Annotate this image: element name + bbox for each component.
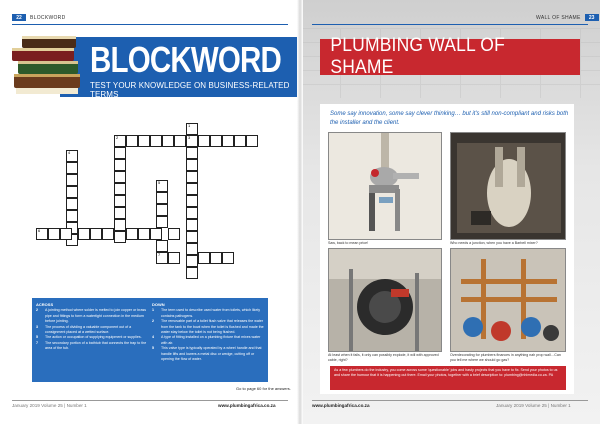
crossword-cell[interactable] [186, 159, 198, 171]
crossword-cell[interactable] [234, 135, 246, 147]
clues-box [32, 298, 268, 382]
photo-junction [450, 132, 566, 240]
crossword-cell[interactable]: 7 [156, 252, 168, 264]
section-label: WALL OF SHAME [536, 14, 581, 21]
clue-item: 1 The term used to describe used water from toilets, which likely contains pathogens. [152, 308, 261, 318]
pipes-photo-icon [451, 249, 566, 352]
crossword-cell[interactable] [246, 135, 258, 147]
photo-pipes [450, 248, 566, 352]
crossword-cell[interactable] [66, 210, 78, 222]
footer-rule [12, 400, 288, 401]
clue-item: 7 The secondary portion of a bathtub that connects the trap to the area of the tub. [36, 340, 147, 351]
answers-note: Go to page 60 for the answers. [236, 386, 291, 391]
crossword-cell[interactable] [66, 198, 78, 210]
footer-url[interactable]: www.plumbingafrica.co.za [312, 403, 370, 408]
crossword-cell[interactable] [156, 192, 168, 204]
caption: Who needs a junction, when you have a Barbell mixer? [450, 241, 538, 245]
header-rule [312, 24, 588, 25]
crossword-cell[interactable] [174, 135, 186, 147]
crossword-cell[interactable] [186, 147, 198, 159]
content-card [320, 104, 574, 394]
tap-photo-icon [329, 133, 442, 240]
photo-geyser [328, 248, 442, 352]
clue-item: 5 The action or occupation of supplying equipment or supplies. [36, 335, 142, 340]
photo-tap [328, 132, 442, 240]
right-running-head [536, 14, 599, 21]
clue-item: 2 A jointing method where solder is melted to join copper or brass pipe and fittings to form a watertight connection in the medium before jointing. [36, 308, 147, 324]
crossword-cell[interactable] [66, 174, 78, 186]
crossword-cell[interactable] [126, 228, 138, 240]
down-heading: DOWN [152, 302, 165, 307]
geyser-photo-icon [329, 249, 442, 352]
across-heading: ACROSS [36, 302, 54, 307]
junction-photo-icon [451, 133, 566, 240]
footer-issue: January 2019 Volume 25 | Number 1 [496, 403, 571, 408]
crossword-cell[interactable] [210, 135, 222, 147]
crossword-cell[interactable] [114, 219, 126, 231]
crossword-cell[interactable]: 2 [114, 135, 126, 147]
crossword-cell[interactable] [186, 183, 198, 195]
crossword-cell[interactable] [186, 267, 198, 279]
crossword-cell[interactable] [222, 135, 234, 147]
crossword-cell[interactable] [114, 159, 126, 171]
intro-text: Some say innovation, some say clever thinking… but it's still non-compliant and risks both the installer and the client. [330, 111, 569, 126]
footer-url[interactable]: www.plumbingafrica.co.za [218, 403, 276, 408]
crossword-cell[interactable] [186, 231, 198, 243]
crossword-cell[interactable] [186, 195, 198, 207]
crossword-cell[interactable] [156, 216, 168, 228]
banner-title: PLUMBING WALL OF SHAME [330, 35, 505, 78]
crossword-cell[interactable] [168, 252, 180, 264]
crossword-cell[interactable] [114, 171, 126, 183]
crossword-cell[interactable]: 1 [186, 123, 198, 135]
caption: Saw, back to mean price! [328, 241, 369, 245]
blockword-banner [60, 37, 300, 97]
crossword-cell[interactable] [150, 135, 162, 147]
crossword-cell[interactable] [156, 204, 168, 216]
crossword-cell[interactable] [90, 228, 102, 240]
books-icon [8, 28, 88, 102]
caption: At least when it fails, it only can possibly explode, it will with approved cable, right? [328, 353, 439, 362]
crossword-cell[interactable]: 4 [66, 150, 78, 162]
banner-title: BLOCKWORD [90, 39, 282, 80]
crossword-cell[interactable] [162, 135, 174, 147]
crossword-cell[interactable] [66, 162, 78, 174]
crossword-cell[interactable] [150, 228, 162, 240]
crossword-cell[interactable] [156, 240, 168, 252]
caption: Overdecorating for plumbers finances in anything nah prop wall…Can you tell me where we should go gas? [450, 353, 561, 362]
left-running-head [12, 14, 65, 21]
crossword-cell[interactable] [78, 228, 90, 240]
crossword-cell[interactable] [126, 135, 138, 147]
crossword-cell[interactable] [198, 135, 210, 147]
crossword-cell[interactable] [198, 252, 210, 264]
crossword-cell[interactable] [186, 219, 198, 231]
section-label: BLOCKWORD [30, 14, 66, 21]
crossword-cell[interactable] [114, 195, 126, 207]
crossword-cell[interactable] [138, 228, 150, 240]
crossword-cell[interactable] [48, 228, 60, 240]
crossword-cell[interactable]: 6 [36, 228, 48, 240]
crossword-cell[interactable]: 3 [186, 135, 198, 147]
footer-issue: January 2019 Volume 25 | Number 1 [12, 403, 87, 408]
clue-item: 5 This valve type is typically operated by a wheel handle and that handle lifts and lowers a metal disc or wedge, cutting off or opening the flow of water. [152, 346, 262, 362]
crossword-cell[interactable] [60, 228, 72, 240]
clue-item: 4 A type of fitting installed on a plumbing fixture that mixes water with air. [152, 335, 261, 345]
page-gutter [297, 0, 303, 424]
crossword-cell[interactable] [168, 228, 180, 240]
right-page [300, 0, 600, 424]
clue-item: 3 The process of dividing a valuable component out of a consignment placed at a wetted surface. [36, 324, 132, 335]
across-clues [36, 302, 148, 352]
crossword-cell[interactable] [114, 183, 126, 195]
crossword-cell[interactable] [114, 231, 126, 243]
crossword-cell[interactable] [186, 243, 198, 255]
crossword-cell[interactable]: 5 [156, 180, 168, 192]
crossword-cell[interactable] [102, 228, 114, 240]
page-number-badge: 22 [12, 14, 26, 21]
banner-subtitle: TEST YOUR KNOWLEDGE ON BUSINESS-RELATED TERMS [90, 81, 290, 99]
crossword-cell[interactable] [138, 135, 150, 147]
crossword-cell[interactable] [186, 207, 198, 219]
crossword-cell[interactable] [210, 252, 222, 264]
crossword-cell[interactable] [186, 171, 198, 183]
down-clues [152, 302, 264, 362]
page-number-badge: 23 [585, 14, 599, 21]
shame-banner [320, 35, 580, 78]
submission-callout: As a few plumbers do the industry, you come across some 'questionable' jobs and hasty projects that you have to fix. Send your photos to us and share the humour that it is happening out there. Email your photos, together with a brief description to: plumbing@nhlmedia.co.za. PA [330, 366, 566, 390]
crossword-cell[interactable] [186, 255, 198, 267]
crossword-cell[interactable] [114, 147, 126, 159]
footer-rule [312, 400, 588, 401]
crossword-cell[interactable] [222, 252, 234, 264]
crossword-cell[interactable] [114, 207, 126, 219]
crossword-cell[interactable] [66, 186, 78, 198]
header-rule [12, 24, 288, 25]
clue-item: 2 The removable part of a toilet flush valve that releases the water from the tank to the bowl when the toilet is flushed and made the water stay below the toilet is not being flushed. [152, 319, 264, 335]
